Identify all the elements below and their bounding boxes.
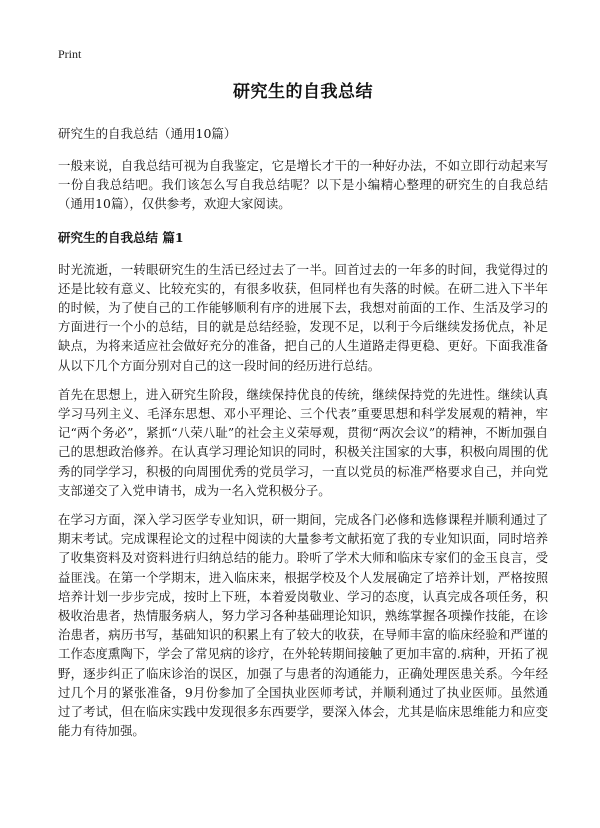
document-body (58, 78, 548, 750)
page-title: 研究生的自我总结 (233, 82, 373, 102)
document-subtitle: 研究生的自我总结（通用10篇） (58, 126, 237, 141)
intro-paragraph: 一般来说，自我总结可视为自我鉴定，它是增长才干的一种好办法，不如立即行动起来写一份自我总结吧。我们该怎么写自我总结呢？以下是小编精心整理的研究生的自我总结（通用10篇），仅供参考，欢迎大家阅读。 (58, 158, 548, 212)
body-paragraph: 时光流逝，一转眼研究生的生活已经过去了一半。回首过去的一年多的时间，我觉得过的还是比较有意义、比较充实的，有很多收获，但同样也有失落的时候。在研二进入下半年的时候，为了使自己的工作能够顺利有序的进展下去，我想对前面的工作、生活及学习的方面进行一个小的总结，目的就是总结经验，发现不足，以利于今后继续发扬优点，补足缺点，为将来适应社会做好充分的准备，把自己的人生道路走得更稳、更好。下面我准备从以下几个方面分别对自己的这一段时间的经历进行总结。 (58, 261, 548, 373)
section-heading: 研究生的自我总结 篇1 (58, 229, 184, 245)
body-paragraph: 首先在思想上，进入研究生阶段，继续保持优良的传统，继续保持党的先进性。继续认真学习马列主义、毛泽东思想、邓小平理论、三个代表”重要思想和科学发展观的精神，牢记“两个务必”，紧抓“八荣八耻”的社会主义荣辱观，贯彻“两次会议”的精神，不断加强自己的思想政治修养。在认真学习理论知识的同时，积极关注国家的大事，积极向周围的优秀的同学学习，积极的向周围优秀的党员学习，一直以党员的标准严格要求自己，并向党支部递交了入党申请书，成为一名入党积极分子。 (58, 386, 548, 498)
print-link[interactable]: Print (58, 47, 82, 61)
body-paragraph: 在学习方面，深入学习医学专业知识，研一期间，完成各门必修和选修课程并顺利通过了期末考试。完成课程论文的过程中阅读的大量参考文献拓宽了我的专业知识面，同时培养了收集资料及对资料进行归纳总结的能力。聆听了学术大师和临床专家们的金玉良言，受益匪浅。在第一个学期末，进入临床来，根据学校及个人发展确定了培养计划，严格按照培养计划一步步完成，按时上下班，本着爱岗敬业、学习的态度，认真完成各项任务，积极收治患者，热情服务病人，努力学习各种基础理论知识，熟练掌握各项操作技能，在诊治患者，病历书写，基础知识的积累上有了较大的收获，在导师丰富的临床经验和严谨的工作态度熏陶下，学会了常见病的诊疗，在外轮转期间接触了更加丰富的.病种，开拓了视野，逐步纠正了临床诊治的误区，加强了与患者的沟通能力，正确处理医患关系。今年经过几个月的紧张准备，9月份参加了全国执业医师考试，并顺利通过了执业医师。虽然通过了考试，但在临床实践中发现很多东西要学，要深入体会，尤其是临床思维能力和应变能力有待加强。 (58, 512, 548, 739)
